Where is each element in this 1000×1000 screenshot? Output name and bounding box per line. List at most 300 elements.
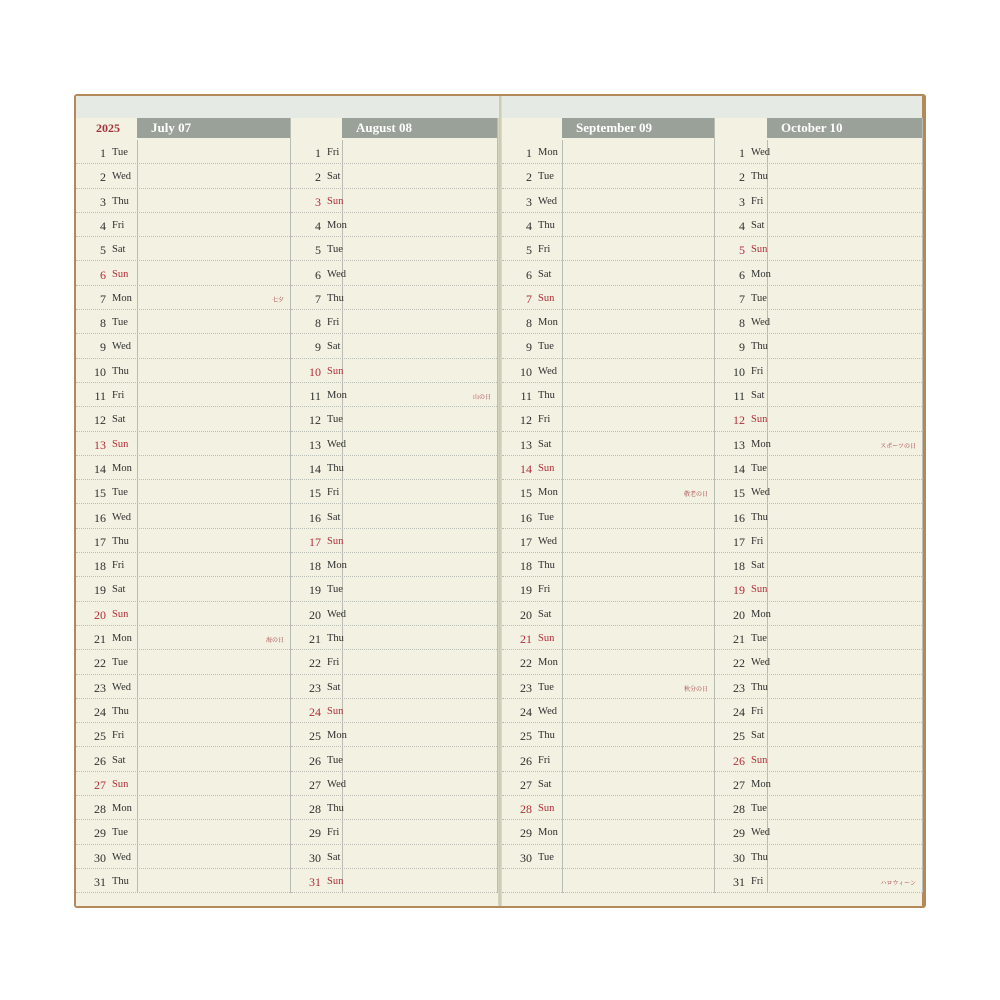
- month-header: September 09: [562, 118, 714, 138]
- day-row[interactable]: [715, 650, 922, 674]
- day-row[interactable]: [76, 602, 290, 626]
- day-row[interactable]: [291, 383, 497, 407]
- day-number: 19: [94, 583, 106, 598]
- weekday-label: Mon: [112, 803, 132, 815]
- weekday-label: Mon: [327, 219, 347, 231]
- holiday-label: スポーツの日: [880, 443, 916, 450]
- day-number: 21: [94, 632, 106, 646]
- weekday-label: Thu: [327, 292, 344, 304]
- day-number: 20: [733, 607, 745, 622]
- day-number: 11: [733, 389, 745, 403]
- day-row[interactable]: [291, 650, 497, 674]
- day-row[interactable]: [715, 407, 922, 431]
- weekday-label: Sat: [112, 244, 126, 256]
- weekday-label: Mon: [538, 827, 558, 839]
- day-row[interactable]: [76, 699, 290, 723]
- day-number: 4: [315, 218, 321, 233]
- day-row[interactable]: [715, 553, 922, 577]
- day-row[interactable]: [715, 456, 922, 480]
- day-row[interactable]: [76, 505, 290, 529]
- day-row[interactable]: [715, 505, 922, 529]
- day-number: 26: [309, 753, 321, 768]
- day-row[interactable]: [502, 820, 714, 844]
- day-number: 27: [520, 777, 532, 792]
- day-row[interactable]: [291, 796, 497, 820]
- month-column-border: [497, 118, 498, 893]
- day-row[interactable]: [715, 262, 922, 286]
- day-row[interactable]: [502, 383, 714, 407]
- day-number: 4: [739, 218, 745, 233]
- day-row[interactable]: [76, 577, 290, 601]
- day-row[interactable]: [502, 286, 714, 310]
- weekday-label: Sun: [751, 584, 768, 596]
- day-number: 22: [733, 656, 745, 671]
- day-row[interactable]: [291, 262, 497, 286]
- day-number: 6: [739, 267, 745, 282]
- day-number: 6: [315, 267, 321, 282]
- day-row[interactable]: [291, 407, 497, 431]
- day-row[interactable]: [502, 577, 714, 601]
- day-number: 26: [94, 753, 106, 768]
- day-number: 13: [520, 437, 532, 452]
- day-row[interactable]: [76, 723, 290, 747]
- day-row[interactable]: [291, 189, 497, 213]
- weekday-label: Thu: [751, 511, 768, 523]
- day-row[interactable]: [715, 334, 922, 358]
- year-label: 2025: [96, 121, 120, 135]
- day-row[interactable]: [76, 164, 290, 188]
- day-number: 8: [100, 316, 106, 331]
- month-header: July 07: [137, 118, 290, 138]
- day-row[interactable]: [291, 723, 497, 747]
- weekday-label: Mon: [112, 292, 132, 304]
- day-number: 25: [309, 729, 321, 744]
- weekday-label: Sat: [538, 438, 552, 450]
- day-number: 12: [733, 413, 745, 428]
- day-number: 25: [520, 729, 532, 744]
- weekday-label: Tue: [538, 851, 554, 863]
- day-row[interactable]: [502, 432, 714, 456]
- day-number: 30: [94, 850, 106, 865]
- day-row[interactable]: [502, 529, 714, 553]
- day-row[interactable]: [76, 529, 290, 553]
- day-row[interactable]: [502, 699, 714, 723]
- holiday-label: ハロウィーン: [880, 881, 916, 887]
- day-number: 9: [739, 340, 745, 355]
- day-number: 25: [733, 729, 745, 744]
- day-row[interactable]: [291, 505, 497, 529]
- day-row[interactable]: [502, 723, 714, 747]
- day-row[interactable]: [502, 626, 714, 650]
- day-row[interactable]: [715, 602, 922, 626]
- day-number: 6: [526, 267, 532, 282]
- day-row[interactable]: [715, 237, 922, 261]
- day-row[interactable]: [291, 432, 497, 456]
- day-row[interactable]: [76, 383, 290, 407]
- day-row[interactable]: [715, 189, 922, 213]
- day-row[interactable]: [76, 748, 290, 772]
- weekday-label: Fri: [327, 657, 340, 669]
- weekday-label: Sat: [751, 219, 765, 231]
- weekday-label: Sun: [751, 244, 768, 256]
- day-row[interactable]: [76, 213, 290, 237]
- weekday-label: Mon: [538, 657, 558, 669]
- day-number: 5: [739, 243, 745, 258]
- weekday-label: Fri: [327, 487, 340, 499]
- weekday-label: Tue: [327, 584, 343, 596]
- day-row[interactable]: [291, 334, 497, 358]
- weekday-label: Wed: [112, 851, 131, 863]
- weekday-label: Sun: [751, 754, 768, 766]
- day-number: 22: [94, 656, 106, 671]
- day-row[interactable]: [291, 164, 497, 188]
- day-row[interactable]: [502, 407, 714, 431]
- weekday-label: Mon: [751, 778, 771, 790]
- day-number: 14: [309, 461, 321, 476]
- day-number: 31: [309, 875, 321, 889]
- day-number: 16: [309, 510, 321, 525]
- day-number: 1: [100, 146, 106, 160]
- day-row[interactable]: [291, 699, 497, 723]
- day-number: 3: [315, 194, 321, 209]
- weekday-label: Wed: [327, 438, 346, 450]
- weekday-label: Thu: [112, 195, 129, 207]
- weekday-label: Thu: [538, 560, 555, 572]
- day-number: 18: [520, 559, 532, 574]
- day-number: 23: [309, 680, 321, 695]
- day-row[interactable]: [291, 237, 497, 261]
- weekday-label: Mon: [751, 438, 771, 450]
- day-row[interactable]: [76, 237, 290, 261]
- day-number: 21: [520, 632, 532, 646]
- weekday-label: Sun: [327, 876, 344, 887]
- day-number: 15: [733, 486, 745, 501]
- day-row[interactable]: [715, 772, 922, 796]
- day-row[interactable]: [291, 456, 497, 480]
- day-row[interactable]: [715, 723, 922, 747]
- weekday-label: Sat: [327, 171, 341, 183]
- day-number: 10: [309, 364, 321, 379]
- day-number: 29: [309, 826, 321, 841]
- weekday-label: Fri: [327, 317, 340, 329]
- weekday-label: Thu: [327, 462, 344, 474]
- day-number: 13: [94, 437, 106, 452]
- weekday-label: Tue: [538, 171, 554, 183]
- weekday-label: Sun: [538, 633, 555, 644]
- day-number: 7: [739, 291, 745, 306]
- day-row[interactable]: [76, 359, 290, 383]
- weekday-label: Sun: [112, 778, 129, 790]
- day-number: 24: [733, 704, 745, 719]
- day-row[interactable]: [715, 748, 922, 772]
- weekday-label: Mon: [327, 390, 347, 401]
- day-number: 25: [94, 729, 106, 744]
- weekday-label: Thu: [112, 705, 129, 717]
- day-row[interactable]: [502, 359, 714, 383]
- day-row[interactable]: [76, 845, 290, 869]
- day-row[interactable]: [715, 164, 922, 188]
- weekday-label: Sat: [538, 268, 552, 280]
- day-row[interactable]: [715, 577, 922, 601]
- day-row[interactable]: [76, 796, 290, 820]
- weekday-label: Fri: [751, 705, 764, 717]
- day-row[interactable]: [291, 772, 497, 796]
- day-row[interactable]: [715, 383, 922, 407]
- day-row[interactable]: [76, 140, 290, 164]
- day-number: 18: [94, 559, 106, 574]
- day-row[interactable]: [291, 845, 497, 869]
- weekday-label: Wed: [751, 487, 770, 499]
- day-row[interactable]: [502, 310, 714, 334]
- day-row[interactable]: [502, 675, 714, 699]
- holiday-label: 海の日: [265, 638, 284, 644]
- day-row[interactable]: [502, 505, 714, 529]
- weekday-label: Thu: [751, 341, 768, 353]
- day-number: 20: [520, 607, 532, 622]
- weekday-label: Sat: [327, 851, 341, 863]
- day-number: 4: [526, 218, 532, 233]
- day-number: 5: [100, 243, 106, 258]
- weekday-label: Sun: [751, 414, 768, 426]
- day-number: 27: [733, 777, 745, 792]
- day-number: 12: [94, 413, 106, 428]
- day-number: 16: [733, 510, 745, 525]
- day-number: 18: [733, 559, 745, 574]
- day-row[interactable]: [502, 334, 714, 358]
- day-row[interactable]: [76, 480, 290, 504]
- day-row[interactable]: [502, 796, 714, 820]
- day-row[interactable]: [291, 820, 497, 844]
- day-number: 22: [520, 656, 532, 671]
- day-row[interactable]: [291, 675, 497, 699]
- day-row[interactable]: [291, 310, 497, 334]
- weekday-label: Wed: [538, 535, 557, 547]
- weekday-label: Wed: [112, 511, 131, 523]
- day-number: 13: [733, 437, 745, 452]
- day-row[interactable]: [715, 480, 922, 504]
- weekday-label: Fri: [112, 390, 125, 401]
- day-row[interactable]: [502, 456, 714, 480]
- weekday-label: Fri: [538, 244, 551, 256]
- day-row[interactable]: [502, 140, 714, 164]
- weekday-label: Fri: [112, 219, 125, 231]
- day-number: 9: [100, 340, 106, 355]
- day-row[interactable]: [76, 310, 290, 334]
- weekday-label: Tue: [538, 681, 554, 693]
- weekday-label: Sun: [538, 292, 555, 304]
- weekday-label: Wed: [112, 681, 131, 693]
- day-row[interactable]: [291, 869, 497, 893]
- weekday-label: Thu: [751, 851, 768, 863]
- weekday-label: Wed: [751, 657, 770, 669]
- day-row[interactable]: [715, 529, 922, 553]
- weekday-label: Wed: [538, 365, 557, 377]
- weekday-label: Tue: [112, 827, 128, 839]
- weekday-label: Sat: [112, 414, 126, 426]
- day-number: 27: [309, 777, 321, 792]
- day-number: 23: [520, 680, 532, 695]
- weekday-label: Thu: [112, 535, 129, 547]
- day-number: 12: [309, 413, 321, 428]
- left-tab-strip: [76, 96, 499, 118]
- day-row[interactable]: [502, 189, 714, 213]
- day-number: 15: [94, 486, 106, 501]
- day-row[interactable]: [502, 772, 714, 796]
- day-number: 1: [739, 146, 745, 160]
- day-row[interactable]: [76, 262, 290, 286]
- weekday-label: Thu: [112, 365, 129, 377]
- day-number: 16: [520, 510, 532, 525]
- day-number: 28: [94, 802, 106, 817]
- day-number: 14: [520, 461, 532, 476]
- day-number: 3: [100, 194, 106, 209]
- day-row[interactable]: [76, 334, 290, 358]
- day-row[interactable]: [291, 748, 497, 772]
- day-row[interactable]: [76, 189, 290, 213]
- day-number: 5: [315, 243, 321, 258]
- day-row[interactable]: [715, 213, 922, 237]
- day-number: 2: [100, 170, 106, 185]
- day-number: 30: [520, 850, 532, 865]
- day-row[interactable]: [76, 675, 290, 699]
- weekday-label: Tue: [751, 462, 767, 474]
- day-row[interactable]: [291, 577, 497, 601]
- weekday-label: Sun: [327, 195, 344, 207]
- day-row[interactable]: [76, 650, 290, 674]
- weekday-label: Sun: [327, 535, 344, 547]
- day-row[interactable]: [291, 480, 497, 504]
- day-number: 17: [733, 534, 745, 549]
- day-number: 24: [520, 704, 532, 719]
- weekday-label: Tue: [327, 414, 343, 426]
- day-row[interactable]: [715, 140, 922, 164]
- day-row[interactable]: [291, 602, 497, 626]
- weekday-label: Sat: [327, 511, 341, 523]
- day-row[interactable]: [291, 626, 497, 650]
- weekday-label: Sat: [327, 681, 341, 693]
- weekday-label: Mon: [112, 462, 132, 474]
- day-row[interactable]: [715, 310, 922, 334]
- weekday-label: Tue: [327, 244, 343, 256]
- day-row[interactable]: [502, 869, 714, 893]
- day-number: 31: [94, 875, 106, 889]
- day-row[interactable]: [76, 626, 290, 650]
- day-number: 11: [94, 389, 106, 403]
- day-row[interactable]: [502, 164, 714, 188]
- day-row[interactable]: [502, 602, 714, 626]
- weekday-label: Sat: [112, 584, 126, 596]
- day-number: 28: [520, 802, 532, 817]
- day-row[interactable]: [502, 213, 714, 237]
- weekday-label: Sun: [327, 365, 344, 377]
- day-row[interactable]: [291, 529, 497, 553]
- day-number: 9: [526, 340, 532, 355]
- day-row[interactable]: [715, 845, 922, 869]
- day-row[interactable]: [502, 553, 714, 577]
- day-row[interactable]: [502, 748, 714, 772]
- day-number: 8: [526, 316, 532, 331]
- day-number: 16: [94, 510, 106, 525]
- day-row[interactable]: [715, 699, 922, 723]
- weekday-label: Fri: [538, 414, 551, 426]
- day-row[interactable]: [76, 432, 290, 456]
- day-row[interactable]: [715, 359, 922, 383]
- day-number: 15: [520, 486, 532, 501]
- day-row[interactable]: [715, 869, 922, 893]
- weekday-label: Sat: [327, 341, 341, 353]
- weekday-label: Mon: [538, 487, 558, 499]
- day-number: 26: [520, 753, 532, 768]
- day-number: 28: [733, 802, 745, 817]
- weekday-label: Sat: [112, 754, 126, 766]
- day-row[interactable]: [715, 796, 922, 820]
- weekday-label: Sun: [112, 608, 129, 620]
- day-row[interactable]: [76, 869, 290, 893]
- day-number: 20: [94, 607, 106, 622]
- day-row[interactable]: [76, 553, 290, 577]
- weekday-label: Mon: [538, 317, 558, 329]
- holiday-label: 敬老の日: [683, 492, 708, 499]
- weekday-label: Tue: [112, 317, 128, 329]
- day-row[interactable]: [715, 820, 922, 844]
- day-row[interactable]: [76, 456, 290, 480]
- day-row[interactable]: [502, 845, 714, 869]
- day-number: 9: [315, 340, 321, 355]
- day-row[interactable]: [715, 286, 922, 310]
- day-number: 7: [100, 291, 106, 306]
- day-row[interactable]: [76, 820, 290, 844]
- day-row[interactable]: [502, 650, 714, 674]
- day-row[interactable]: [291, 286, 497, 310]
- day-row[interactable]: [76, 772, 290, 796]
- day-number: 1: [315, 146, 321, 160]
- day-number: 1: [526, 146, 532, 160]
- weekday-label: Sun: [538, 803, 555, 815]
- weekday-label: Fri: [751, 535, 764, 547]
- day-row[interactable]: [76, 286, 290, 310]
- month-column-border: [922, 118, 923, 893]
- day-row[interactable]: [715, 432, 922, 456]
- weekday-label: Sat: [751, 560, 765, 572]
- day-row[interactable]: [502, 262, 714, 286]
- weekday-label: Fri: [751, 365, 764, 377]
- weekday-label: Wed: [112, 341, 131, 353]
- day-number: 24: [94, 704, 106, 719]
- weekday-label: Wed: [327, 778, 346, 790]
- day-number: 31: [733, 875, 745, 889]
- day-row[interactable]: [502, 480, 714, 504]
- day-row[interactable]: [291, 140, 497, 164]
- holiday-label: 七夕: [271, 297, 284, 304]
- day-number: 21: [733, 632, 745, 646]
- day-row[interactable]: [715, 675, 922, 699]
- day-row[interactable]: [502, 237, 714, 261]
- day-row[interactable]: [291, 359, 497, 383]
- weekday-label: Thu: [751, 681, 768, 693]
- day-number: 30: [309, 850, 321, 865]
- weekday-label: Thu: [538, 390, 555, 401]
- day-row[interactable]: [291, 553, 497, 577]
- day-number: 14: [733, 461, 745, 476]
- day-row[interactable]: [291, 213, 497, 237]
- weekday-label: Tue: [112, 487, 128, 499]
- day-number: 6: [100, 267, 106, 282]
- weekday-label: Fri: [112, 730, 125, 742]
- weekday-label: Thu: [327, 803, 344, 815]
- day-number: 3: [526, 194, 532, 209]
- day-row[interactable]: [76, 407, 290, 431]
- day-row[interactable]: [715, 626, 922, 650]
